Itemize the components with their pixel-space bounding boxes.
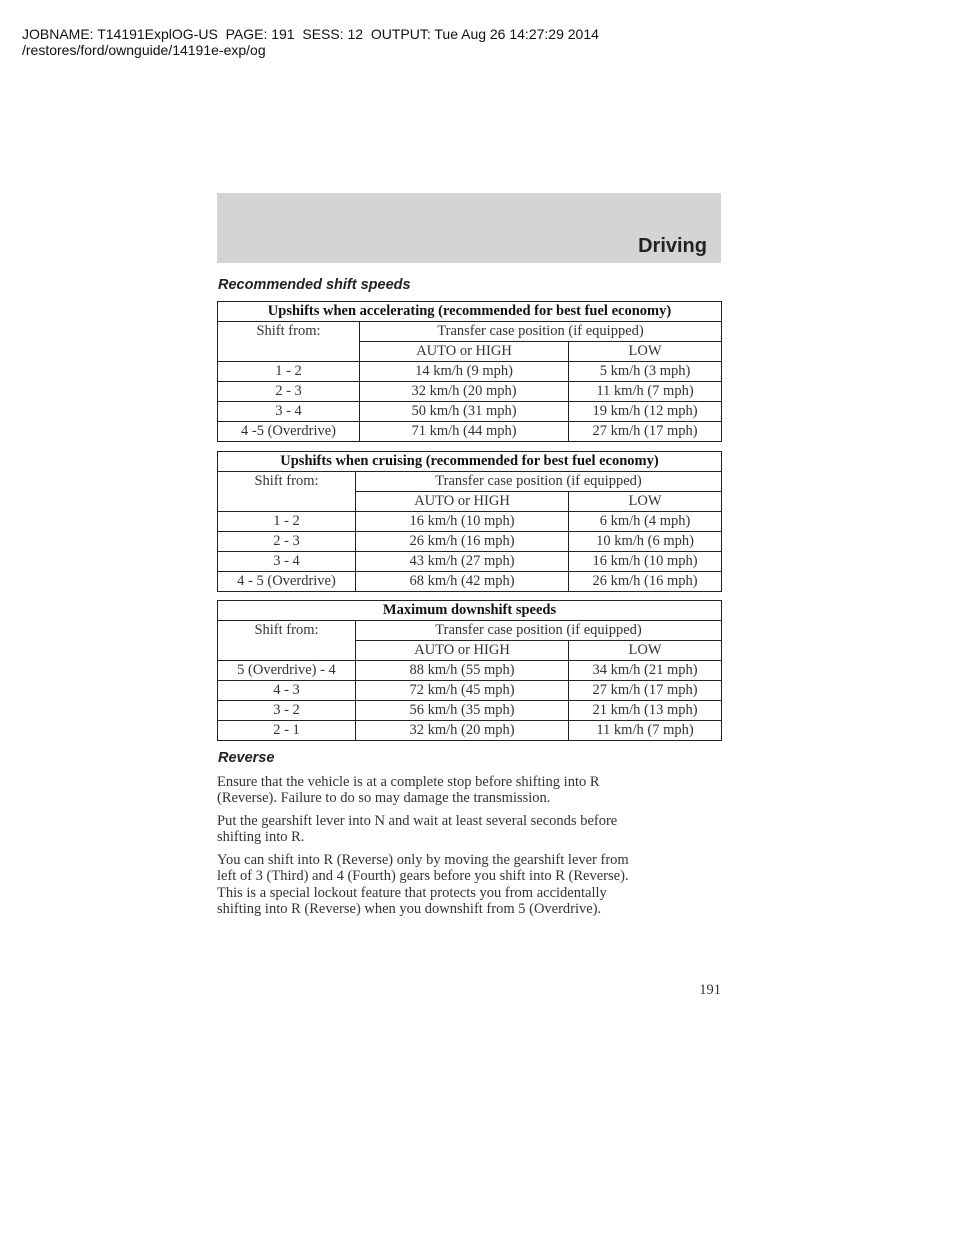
low-speed-cell: 11 km/h (7 mph)	[569, 721, 722, 741]
job-header	[22, 26, 599, 58]
auto-speed-cell: 14 km/h (9 mph)	[360, 362, 569, 382]
shift-cell: 2 - 1	[218, 721, 356, 741]
paragraph-line: You can shift into R (Reverse) only by moving the gearshift lever from	[217, 852, 629, 868]
reverse-paragraph-2	[217, 813, 727, 846]
auto-speed-cell: 50 km/h (31 mph)	[360, 402, 569, 422]
table-row	[218, 422, 722, 442]
reverse-heading: Reverse	[218, 750, 275, 766]
table-header-row	[218, 322, 722, 342]
page-number: 191	[699, 982, 721, 998]
low-speed-cell: 21 km/h (13 mph)	[569, 701, 722, 721]
low-speed-cell: 19 km/h (12 mph)	[569, 402, 722, 422]
table-header-row	[218, 621, 722, 641]
table-title: Upshifts when accelerating (recommended for best fuel economy)	[218, 302, 722, 322]
table-row	[218, 362, 722, 382]
table-title-row	[218, 452, 722, 472]
low-speed-cell: 6 km/h (4 mph)	[569, 512, 722, 532]
low-speed-cell: 16 km/h (10 mph)	[569, 552, 722, 572]
table-title: Upshifts when cruising (recommended for best fuel economy)	[218, 452, 722, 472]
table-title-row	[218, 302, 722, 322]
shift-from-header: Shift from:	[218, 472, 356, 512]
table-title: Maximum downshift speeds	[218, 601, 722, 621]
low-speed-cell: 27 km/h (17 mph)	[569, 681, 722, 701]
auto-speed-cell: 56 km/h (35 mph)	[356, 701, 569, 721]
auto-speed-cell: 43 km/h (27 mph)	[356, 552, 569, 572]
transfer-case-header: Transfer case position (if equipped)	[356, 621, 722, 641]
table-row	[218, 701, 722, 721]
section-header-bar	[217, 193, 721, 263]
table-row	[218, 402, 722, 422]
low-speed-cell: 26 km/h (16 mph)	[569, 572, 722, 592]
shift-cell: 3 - 4	[218, 552, 356, 572]
shift-cell: 3 - 4	[218, 402, 360, 422]
low-speed-cell: 34 km/h (21 mph)	[569, 661, 722, 681]
low-speed-cell: 5 km/h (3 mph)	[569, 362, 722, 382]
shift-cell: 3 - 2	[218, 701, 356, 721]
section-title: Driving	[638, 235, 707, 257]
shift-cell: 2 - 3	[218, 382, 360, 402]
auto-speed-cell: 71 km/h (44 mph)	[360, 422, 569, 442]
table-title-row	[218, 601, 722, 621]
auto-speed-cell: 16 km/h (10 mph)	[356, 512, 569, 532]
auto-speed-cell: 72 km/h (45 mph)	[356, 681, 569, 701]
auto-speed-cell: 88 km/h (55 mph)	[356, 661, 569, 681]
shift-from-header: Shift from:	[218, 621, 356, 661]
upshifts-accelerating-table	[217, 301, 722, 442]
table-row	[218, 721, 722, 741]
paragraph-line: shifting into R.	[217, 829, 305, 846]
shift-cell: 5 (Overdrive) - 4	[218, 661, 356, 681]
reverse-paragraph-1	[217, 774, 727, 807]
paragraph-line: shifting into R (Reverse) when you downshift from 5 (Overdrive).	[217, 900, 602, 917]
recommended-shift-speeds-heading: Recommended shift speeds	[218, 277, 411, 293]
low-header: LOW	[569, 342, 722, 362]
transfer-case-header: Transfer case position (if equipped)	[356, 472, 722, 492]
low-speed-cell: 27 km/h (17 mph)	[569, 422, 722, 442]
auto-speed-cell: 32 km/h (20 mph)	[360, 382, 569, 402]
table-row	[218, 681, 722, 701]
paragraph-line: Ensure that the vehicle is at a complete stop before shifting into R	[217, 774, 600, 790]
table-row	[218, 572, 722, 592]
table-row	[218, 661, 722, 681]
low-speed-cell: 10 km/h (6 mph)	[569, 532, 722, 552]
auto-high-header: AUTO or HIGH	[360, 342, 569, 362]
shift-cell: 4 - 3	[218, 681, 356, 701]
table-header-row	[218, 472, 722, 492]
low-header: LOW	[569, 492, 722, 512]
shift-from-header: Shift from:	[218, 322, 360, 362]
shift-cell: 4 - 5 (Overdrive)	[218, 572, 356, 592]
paragraph-line: (Reverse). Failure to do so may damage the transmission.	[217, 790, 551, 807]
shift-cell: 4 -5 (Overdrive)	[218, 422, 360, 442]
shift-cell: 2 - 3	[218, 532, 356, 552]
auto-high-header: AUTO or HIGH	[356, 492, 569, 512]
table-row	[218, 382, 722, 402]
auto-speed-cell: 68 km/h (42 mph)	[356, 572, 569, 592]
shift-cell: 1 - 2	[218, 512, 356, 532]
table-row	[218, 552, 722, 572]
reverse-paragraph-3	[217, 852, 727, 917]
auto-high-header: AUTO or HIGH	[356, 641, 569, 661]
upshifts-cruising-table	[217, 451, 722, 592]
low-header: LOW	[569, 641, 722, 661]
job-info-line: JOBNAME: T14191ExplOG-US PAGE: 191 SESS: 12 OUTPUT: Tue Aug 26 14:27:29 2014	[22, 26, 599, 42]
max-downshift-table	[217, 600, 722, 741]
auto-speed-cell: 32 km/h (20 mph)	[356, 721, 569, 741]
table-row	[218, 532, 722, 552]
transfer-case-header: Transfer case position (if equipped)	[360, 322, 722, 342]
job-path-line: /restores/ford/ownguide/14191e-exp/og	[22, 42, 266, 58]
low-speed-cell: 11 km/h (7 mph)	[569, 382, 722, 402]
paragraph-line: left of 3 (Third) and 4 (Fourth) gears before you shift into R (Reverse).	[217, 868, 629, 885]
auto-speed-cell: 26 km/h (16 mph)	[356, 532, 569, 552]
paragraph-line: Put the gearshift lever into N and wait at least several seconds before	[217, 813, 618, 829]
table-row	[218, 512, 722, 532]
shift-cell: 1 - 2	[218, 362, 360, 382]
paragraph-line: This is a special lockout feature that protects you from accidentally	[217, 884, 607, 901]
